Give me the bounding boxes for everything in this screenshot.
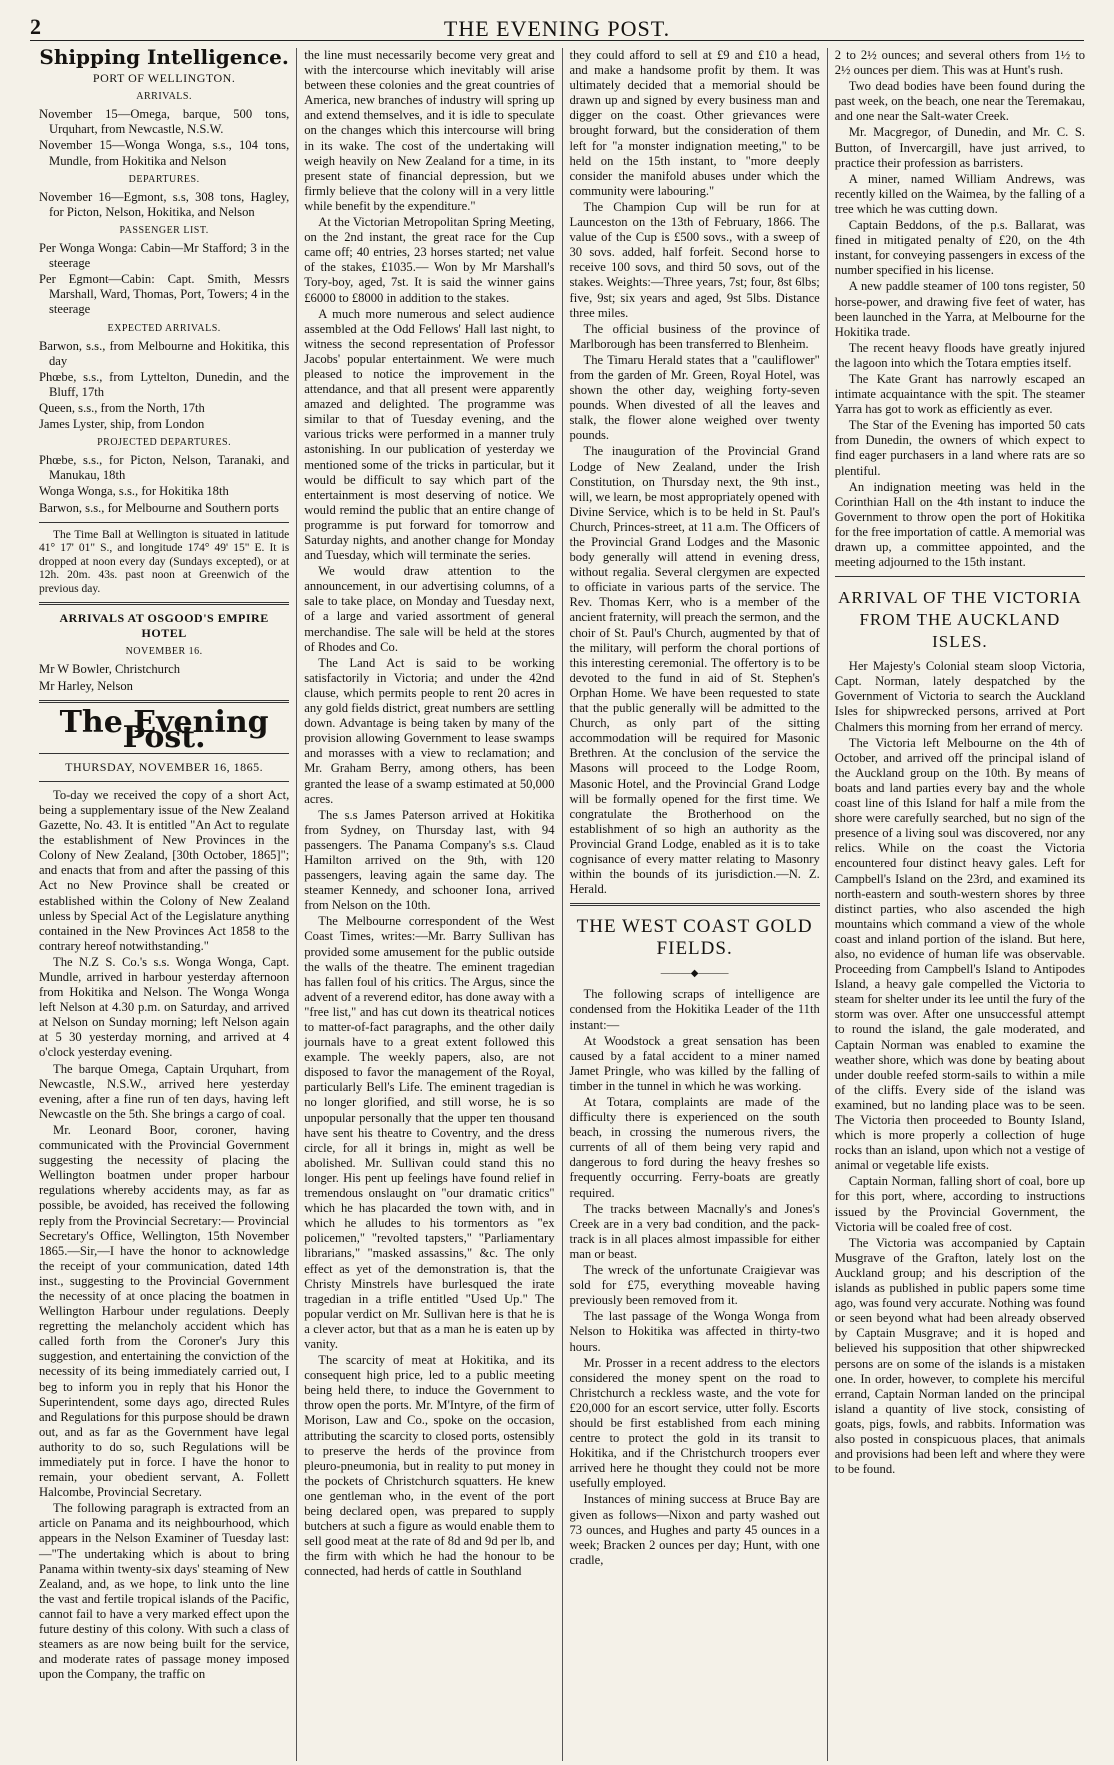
- hotel-heading: ARRIVALS AT OSGOOD'S EMPIRE HOTEL: [59, 611, 269, 641]
- arrivals-list: [39, 107, 289, 168]
- article-paragraph: Mr. Prosser in a recent address to the electors considered the money spent on the road to Christchurch a reckless waste, and the vote for £20,000 for an escort service, utter folly. Escorts should be first established from each mining centre to protect the gold in its transit to Hokitika, and if the Christchurch troopers ever arrived here he thought they could not be more usefully employed.: [569, 1355, 820, 1491]
- list-item: Queen, s.s., from the North, 17th: [39, 400, 205, 415]
- article-paragraph: Her Majesty's Colonial steam sloop Victoria, Capt. Norman, lately despatched by the Government of Victoria to search the Auckland Isles for shipwrecked persons, arrived at Port Chalmers this morning from her errand of mercy.: [834, 659, 1085, 734]
- divider: [39, 522, 289, 523]
- divider: [39, 602, 289, 605]
- hotel-date: NOVEMBER 16.: [125, 646, 203, 658]
- article-paragraph: To-day we received the copy of a short Act, being a supplementary issue of the New Zealand Gazette, No. 43. It is entitled "An Act to regulate the establishment of New Provinces in the Colony of New Zealand, [30th October, 1865]"; and enacts that from and after the passing of this Act no New Province shall be created or established within the Colony of New Zealand unless by Special Act of the Legislature anything contained in the New Provinces Act 1858 to the contrary hereof notwithstanding.": [39, 787, 290, 953]
- list-item: Mr W Bowler, Christchurch: [39, 662, 181, 677]
- article-paragraph: The Timaru Herald states that a "cauliflower" from the garden of Mr. Green, Royal Hotel, was shown the other day, weighing forty-seven pounds. When divested of all the leaves and stalk, the flower alone weighed over twenty pounds.: [569, 352, 820, 443]
- article-paragraph: A much more numerous and select audience assembled at the Odd Fellows' Hall last night, to witness the second representation of Professor Jacobs' popular entertainment. We were much pleased to notice the improvement in the attendance, and that all present were apparently amazed and delighted. The programme was similar to that of Tuesday evening, and the various tricks were performed in a manner truly astonishing. In our publication of yesterday we mentioned some of the tricks in particular, but it would be difficult to say which part of the entertainment is most deserving of notice. We would remind the public that an entire change of programme is put forward for tomorrow and Saturday nights, and another change for Monday and Tuesday, which will terminate the series.: [304, 306, 555, 563]
- time-ball-notice: The Time Ball at Wellington is situated in latitude 41° 17' 01" S., and longitude 174° 49' 15" E. It is dropped at noon every day (Sundays excepted), or at 12h. 20m. 43s. past noon at Greenwich of the previous day.: [39, 528, 290, 595]
- expected-label: EXPECTED ARRIVALS.: [107, 322, 221, 334]
- article-paragraph: A miner, named William Andrews, was recently killed on the Waimea, by the falling of a tree which he was cutting down.: [834, 171, 1085, 216]
- port-heading: PORT OF WELLINGTON.: [92, 71, 236, 86]
- divider: [39, 781, 289, 782]
- article-paragraph: Captain Norman, falling short of coal, bore up for this port, where, according to instructions issued by the Provincial Government, the Victoria will be coaled free of cost.: [834, 1174, 1085, 1234]
- list-item: Wonga Wonga, s.s., for Hokitika 18th: [39, 484, 229, 499]
- article-paragraph: 2 to 2½ ounces; and several others from 1½ to 2½ ounces per diem. This was at Hunt's rush.: [834, 48, 1085, 78]
- article-paragraph: The N.Z S. Co.'s s.s. Wonga Wonga, Capt. Mundle, arrived in harbour yesterday afternoon from Hokitika and Nelson. The Wonga Wonga left Nelson at 4.30 p.m. on Saturday, and arrived at Nelson on Sunday morning; left Nelson again at 5 30 yesterday morning, and arrived at 4 o'clock yesterday evening.: [39, 954, 290, 1060]
- list-item: James Lyster, ship, from London: [39, 417, 205, 432]
- divider: [835, 576, 1085, 577]
- article-paragraph: We would draw attention to the announcement, in our advertising columns, of a sale to take place, on Monday and Tuesday next, of a large and varied assortment of general merchandise. The sale will be held at the stores of Rhodes and Co.: [304, 564, 555, 654]
- article-paragraph: The Victoria left Melbourne on the 4th of October, and arrived off the principal island of the Auckland group on the 10th. By means of boats and land parties every bay and the whole coast line of this Island for half a mile from the shore were carefully searched, but no sign of the presence of a living soul was discovered, nor any relics. While on the coast the Victoria encountered four distinct heavy gales. Left for Campbell's Island on the 23rd, and examined its north-eastern and south-western shores by three distinct parties, who also ascended the high mountains which command a view of the whole coast and inland portion of the island. But here, also, no evidence of human life was observable. Proceeding from Campbell's Island to Antipodes Island, a heavy gale compelled the Victoria to steam for shelter under its lee until the fury of the storm was over. After one unsuccessful attempt to round the island, the gale moderated, and Captain Norman was enabled to examine the weather shore, which was done by beating about under double reefed storm-sails to within a mile of the cliffs. Every side of the island was examined, but no landing place was to be seen. The Victoria then proceeded to Bounty Island, which is more properly a collection of huge rocks than an island, upon which not a vestige of animal or vegetable life exists.: [834, 735, 1085, 1173]
- departures-list: [39, 190, 289, 220]
- list-item: Phœbe, s.s., from Lyttelton, Dunedin, and the Bluff, 17th: [39, 369, 290, 399]
- list-item: Per Wonga Wonga: Cabin—Mr Stafford; 3 in the steerage: [39, 241, 290, 271]
- article-paragraph: The last passage of the Wonga Wonga from Nelson to Hokitika was affected in thirty-two hours.: [569, 1309, 820, 1354]
- article-paragraph: The Champion Cup will be run for at Launceston on the 13th of February, 1866. The value of the Cup is £500 sovs., with a sweep of 30 sovs. added, half forfeit. Second horse to receive 100 sovs, and third 50 sovs, out of the stakes. Weights:—Three years, 7st; four, 8st 6lbs; five, 9st; six years and aged, 9st 5lbs. Distance three miles.: [569, 199, 820, 320]
- article-paragraph: The inauguration of the Provincial Grand Lodge of New Zealand, under the Irish Constitution, on Thursday next, the 9th inst., will, we learn, be most appropriately opened with Divine Service, which is to be held in St. Paul's Church, Princes-street, at 11 a.m. The Officers of the Provincial Grand Lodges and the Masonic body generally will attend in evening dress, without regalia. Several clergymen are expected to officiate in various parts of the service. The Rev. Thomas Kerr, who is a member of the ancient fraternity, will preach the sermon, and the choir of St. Paul's Church, augmented by that of the military, will perform the choral portions of this interesting ceremonial. The offertory is to be devoted to the fund in aid of St. Stephen's Orphan Home. We have been requested to state that the public generally will be admitted to the Church, as only part of the sitting accommodation will be required for Masonic Brethren. At the conclusion of the service the Masons will proceed to the Lodge Room, Masonic Hotel, and the Provincial Grand Lodge will be formally opened for the first time. We congratulate the Brotherhood on the establishment of so high an authority as the Provincial Grand Lodge, enabled as it is to take cognisance of every matter relating to Masonry within the bounds of its jurisdiction.—N. Z. Herald.: [569, 444, 820, 897]
- diamond-ornament-icon: ———◆———: [660, 968, 729, 980]
- passenger-list: [39, 241, 289, 317]
- article-paragraph: The following scraps of intelligence are condensed from the Hokitika Leader of the 11th instant:—: [569, 987, 820, 1032]
- article-paragraph: The scarcity of meat at Hokitika, and its consequent high price, led to a public meeting being held there, to induce the Government to throw open the ports. Mr. M'Intyre, of the firm of Morison, Law and Co., spoke on the occasion, attributing the scarcity to closed ports, ostensibly to preserve the herds of the province from pleuro-pneumonia, but in reality to put money in the pockets of Christchurch squatters. He knew one gentleman who, in the event of the port being declared open, was prepared to supply butchers at such a figure as would enable them to sell good meat at the rate of 8d and 9d per lb, and the firm with which he had the honour to be connected, had herds of cattle in Southland: [304, 1353, 555, 1579]
- article-paragraph: The following paragraph is extracted from an article on Panama and its neighbourhood, which appears in the Nelson Examiner of Tuesday last:—"The undertaking which is about to bring Panama within twenty-six days' steaming of New Zealand, and, as we hope, to link unto the line the vast and fertile tropical islands of the Pacific, cannot fail to have a very marked effect upon the future destiny of this colony. With such a class of steamers as are now being built for the service, and moderate rates of passage money imposed upon the Company, the traffic on: [39, 1501, 290, 1682]
- article-paragraph: Two dead bodies have been found during the past week, on the beach, one near the Teremakau, and one near the Salt-water Creek.: [834, 79, 1085, 124]
- article-paragraph: The tracks between Macnally's and Jones's Creek are in a very bad condition, and the pack-track is in all places almost impassible for either man or beast.: [569, 1201, 820, 1261]
- article-paragraph: The barque Omega, Captain Urquhart, from Newcastle, N.S.W., arrived here yesterday evening, after a fine run of ten days, having left Newcastle on the 5th. She brings a cargo of coal.: [39, 1061, 290, 1121]
- article-paragraph: they could afford to sell at £9 and £10 a head, and make a handsome profit by them. It was ultimately decided that a memorial should be drawn up and signed by every business man and digger on the coast. Other grievances were brought forward, but the consideration of them left for "a monster indignation meeting," to be held on the 15th instant, to "more deeply consider the manifold abuses under which the community were labouring.": [569, 48, 820, 198]
- article-paragraph: The wreck of the unfortunate Craigievar was sold for £75, everything moveable having previously been removed from it.: [569, 1263, 820, 1308]
- list-item: Barwon, s.s., for Melbourne and Southern ports: [39, 500, 279, 515]
- divider: [39, 700, 289, 703]
- article-paragraph: The official business of the province of Marlborough has been transferred to Blenheim.: [569, 321, 820, 351]
- paper-nameplate: The Evening Post.: [59, 704, 269, 755]
- article-paragraph: A new paddle steamer of 100 tons register, 50 horse-power, and drawing five feet of water, has been launched in the Yarra, at Melbourne for the Hokitika trade.: [834, 279, 1085, 339]
- article-paragraph: The Victoria was accompanied by Captain Musgrave of the Grafton, lately lost on the Auckland group; and his description of the islands as published in public papers some time ago, was found very accurate. Nothing was found or seen beyond what had been already observed by Captain Musgrave; and it is hoped and believed his supposition that other shipwrecked persons are on some of the islands is a mistaken one. In order, however, to complete his merciful errand, Captain Norman landed on the principal island a quantity of live stock, consisting of goats, pigs, fowls, and rabbits. Information was also posted in conspicuous places, that animals and provisions had been left and where they were to be found.: [834, 1235, 1085, 1477]
- column-3: [563, 48, 828, 1761]
- list-item: November 15—Wonga Wonga, s.s., 104 tons, Mundle, from Hokitika and Nelson: [39, 138, 290, 168]
- list-item: Barwon, s.s., from Melbourne and Hokitika, this day: [39, 338, 290, 368]
- article-paragraph: The recent heavy floods have greatly injured the lagoon into which the Totara empties itself.: [834, 340, 1085, 370]
- article-paragraph: the line must necessarily become very great and with the intercourse which inevitably will arise between these colonies and the great countries of America, new branches of industry will spring up and extend themselves, and it is idle to speculate on the changes which this intercourse will bring in its wake. The cost of the undertaking will weigh heavily on New Zealand for a time, in its present state of financial depression, but we firmly believe that the colony will in a very little while benefit by the expenditure.": [304, 48, 555, 213]
- page-number: 2: [30, 14, 41, 39]
- list-item: Per Egmont—Cabin: Capt. Smith, Messrs Marshall, Ward, Thomas, Port, Towers; 4 in the steerage: [39, 272, 290, 317]
- passenger-label: PASSENGER LIST.: [119, 224, 209, 236]
- article-paragraph: The Kate Grant has narrowly escaped an intimate acquaintance with the spit. The steamer Yarra has got to work as efficiently as ever.: [834, 371, 1085, 417]
- article-paragraph: An indignation meeting was held in the Corinthian Hall on the 4th instant to induce the Government to throw open the port of Hokitika for the free importation of cattle. A memorial was drawn up, a committee appointed, and the meeting adjourned to the 15th instant.: [834, 479, 1085, 570]
- arrivals-label: ARRIVALS.: [136, 91, 192, 103]
- article-paragraph: Mr. Leonard Boor, coroner, having communicated with the Provincial Government suggesting the necessity of placing the Wellington boatmen under proper harbour regulations whereby accidents may, as far as possible, be avoided, has received the following reply from the Provincial Secretary:— Provincial Secretary's Office, Wellington, 15th November 1865.—Sir,—I have the honor to acknowledge the receipt of your communication, dated 14th inst., suggesting to the Provincial Government the necessity of at once placing the boatmen in Wellington Harbour under regulations. Deeply regretting the melancholy accident which has called forth from the Coroner's Jury this suggestion, and entertaining the conviction of the necessity of its being immediately carried out, I beg to inform you in reply that his Honor the Superintendent, some days ago, directed Rules and Regulations for this purpose should be drawn out, and as far as the Government have legal authority to do so, such Regulations will be immediately put in force. I have the honor to remain, your obedient servant, A. Follett Halcombe, Provincial Secretary.: [39, 1122, 290, 1500]
- shipping-heading: Shipping Intelligence.: [39, 48, 289, 69]
- article-paragraph: At the Victorian Metropolitan Spring Meeting, on the 2nd instant, the great race for the Cup came off; 40 entries, 23 horses started; net value of the stakes, £1035.— Won by Mr Marshall's Tory-boy, aged, 7st. It is said the winner gains £6000 to £8000 in addition to the stakes.: [304, 215, 555, 305]
- article-paragraph: The Melbourne correspondent of the West Coast Times, writes:—Mr. Barry Sullivan has provided some amusement for the public outside the walls of the theatre. The eminent tragedian has fallen foul of his critics. The Argus, since the advent of a reverend editor, has done away with a "free list," and has cut down its theatrical notices to matter-of-fact paragraphs, and the other daily journals have to a great extent followed this example. The weekly papers, also, are not disposed to favor the management of the Royal, particularly Bell's Life. The eminent tragedian is no longer glorified, and still worse, he is so unpopular personally that the upper ten thousand have sent his theatre to Coventry, and the dress circle, for all it brings in, might as well be abolished. Mr. Sullivan could stand this no longer. His pent up feelings have found relief in tremendous onslaught on "our dramatic critics" which he has placarded the town with, and in which he alludes to his tormentors as "ex policemen," "revolted tapsters," "Parliamentary librarians," "masked assassins," &c. The only effect as yet of the demonstration is, that the Christy Minstrels have burlesqued the irate tragedian in a trifle entitled "Used Up." The popular verdict on Mr. Sullivan here is that he is a clever actor, but that as a man he is eaten up by vanity.: [304, 914, 555, 1351]
- column-4: [828, 48, 1092, 1761]
- column-2: [297, 48, 562, 1761]
- divider: [570, 903, 820, 906]
- article-paragraph: The Star of the Evening has imported 50 cats from Dunedin, the owners of which expect to find eager purchasers in a land where rats are so plentiful.: [834, 418, 1085, 478]
- expected-list: [39, 339, 289, 433]
- projected-list: [39, 453, 289, 515]
- list-item: Mr Harley, Nelson: [39, 678, 133, 693]
- article-paragraph: The s.s James Paterson arrived at Hokitika from Sydney, on Thursday last, with 94 passengers. The Panama Company's s.s. Claud Hamilton arrived on the 9th, with 120 passengers, leaving again the same day. The steamer Kennedy, and schooner Iona, arrived from Nelson on the 10th.: [304, 807, 555, 913]
- list-item: November 15—Omega, barque, 500 tons, Urquhart, from Newcastle, N.S.W.: [39, 107, 290, 137]
- departures-label: DEPARTURES.: [128, 173, 200, 185]
- article-paragraph: The Land Act is said to be working satisfactorily in Victoria; and under the 42nd clause, which permits people to rent 20 acres in any gold fields district, great numbers are settling down. Advantage is being taken by many of the provision allowing Government to lease swamps and morasses with a view to reclamation; and Mr. Graham Berry, among others, has been granted the lease of a swamp estimated at 50,000 acres.: [304, 655, 555, 806]
- goldfields-heading: THE WEST COAST GOLD FIELDS.: [576, 916, 813, 960]
- masthead: [30, 10, 1084, 41]
- article-paragraph: Captain Beddons, of the p.s. Ballarat, was fined in mitigated penalty of £20, on the 4th instant, for conveying passengers in excess of the number specified in his license.: [834, 218, 1085, 278]
- article-paragraph: Mr. Macgregor, of Dunedin, and Mr. C. S. Button, of Invercargill, have just arrived, to practice their profession as barristers.: [834, 125, 1085, 170]
- columns: [32, 48, 1092, 1761]
- newspaper-title: THE EVENING POST.: [443, 16, 671, 41]
- issue-date: THURSDAY, NOVEMBER 16, 1865.: [65, 759, 264, 774]
- list-item: Phœbe, s.s., for Picton, Nelson, Taranaki, and Manukau, 18th: [39, 453, 290, 483]
- column-1: [32, 48, 297, 1761]
- article-paragraph: Instances of mining success at Bruce Bay are given as follows—Nixon and party washed out 73 ounces, and Hughes and party 45 ounces in a week; Bracken 2 ounces per day; Hunt, with one cradle,: [569, 1492, 820, 1567]
- article-paragraph: At Totara, complaints are made of the difficulty there is experienced on the south beach, in crossing the numerous rivers, the currents of all of them being very rapid and dangerous to ford during the heavy freshes so frequently occurring. Ferry-boats are greatly required.: [569, 1095, 820, 1200]
- projected-label: PROJECTED DEPARTURES.: [97, 437, 232, 449]
- victoria-heading: ARRIVAL OF THE VICTORIA FROM THE AUCKLAND ISLES.: [838, 588, 1082, 652]
- list-item: November 16—Egmont, s.s, 308 tons, Hagley, for Picton, Nelson, Hokitika, and Nelson: [39, 189, 290, 219]
- article-paragraph: At Woodstock a great sensation has been caused by a fatal accident to a miner named Jamet Pringle, who was killed by the falling of timber in the tunnel in which he was working.: [569, 1033, 820, 1093]
